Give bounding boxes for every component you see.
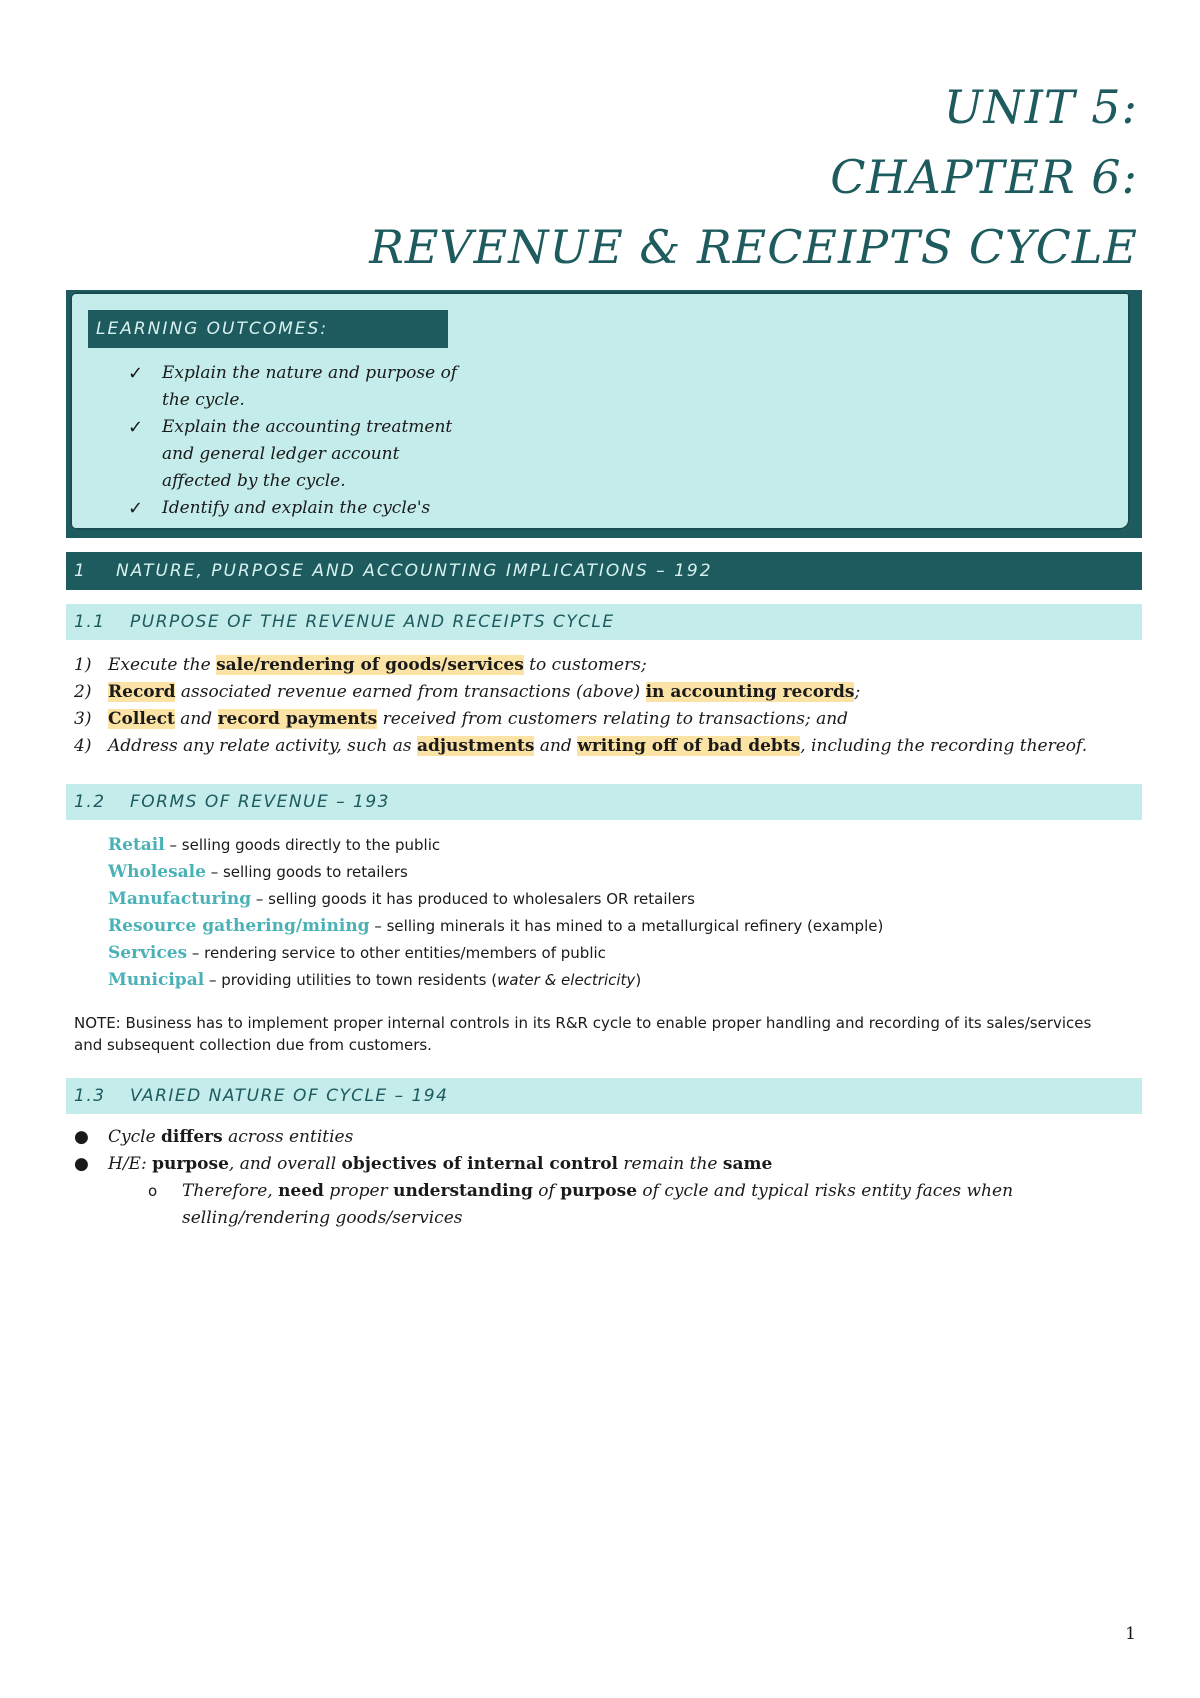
list-item: Retail – selling goods directly to the public xyxy=(108,835,441,855)
varied-nature-list xyxy=(74,1124,1114,1232)
list-item: Wholesale – selling goods to retailers xyxy=(108,862,408,882)
section-title: FORMS OF REVENUE – 193 xyxy=(130,792,390,812)
document-title xyxy=(369,72,1138,282)
title-unit: UNIT 5: xyxy=(943,80,1138,134)
bullet-icon: ● xyxy=(74,1154,89,1174)
section-number: 1.1 xyxy=(74,612,106,632)
list-item: Manufacturing – selling goods it has produced to wholesalers OR retailers xyxy=(108,889,695,909)
learning-outcomes-heading: LEARNING OUTCOMES: xyxy=(88,310,448,348)
section-1-3-heading xyxy=(66,1078,1142,1114)
list-item: 2) Record associated revenue earned from transactions (above) in accounting records; xyxy=(74,682,861,702)
checkmark-icon: ✓ xyxy=(128,417,144,438)
circle-bullet-icon: o xyxy=(148,1182,158,1200)
list-item: Services – rendering service to other entities/members of public xyxy=(108,943,606,963)
purpose-list xyxy=(74,652,1087,760)
section-title: PURPOSE OF THE REVENUE AND RECEIPTS CYCLE xyxy=(130,612,615,632)
bullet-icon: ● xyxy=(74,1127,89,1147)
page-number: 1 xyxy=(1125,1624,1136,1644)
list-item: 1) Execute the sale/rendering of goods/services to customers; xyxy=(74,655,647,675)
section-1-1-heading xyxy=(66,604,1142,640)
list-item: Municipal – providing utilities to town residents (water & electricity) xyxy=(108,970,642,990)
section-1-heading xyxy=(66,552,1142,590)
section-number: 1.2 xyxy=(74,792,106,812)
title-chapter: CHAPTER 6: xyxy=(830,150,1138,204)
outcome-item: ✓ Explain the accounting treatment and general ledger account affected by the cycle. xyxy=(128,414,458,495)
section-number: 1 xyxy=(74,561,87,581)
list-item: 4) Address any relate activity, such as adjustments and writing off of bad debts, including the recording thereof. xyxy=(74,736,1088,756)
learning-outcomes-box xyxy=(66,290,1142,538)
sub-list-item: o Therefore, need proper understanding of purpose of cycle and typical risks entity faces when selling/rendering goods/services xyxy=(148,1178,1114,1232)
checkmark-icon: ✓ xyxy=(128,498,144,519)
section-title: NATURE, PURPOSE AND ACCOUNTING IMPLICATIONS – 192 xyxy=(116,561,713,581)
list-item: Resource gathering/mining – selling minerals it has mined to a metallurgical refinery (example) xyxy=(108,916,884,936)
outcome-item: ✓ Explain the nature and purpose of the cycle. xyxy=(128,360,458,414)
outcome-item: ✓ Identify and explain the cycle's xyxy=(128,495,458,522)
list-item: 3) Collect and record payments received from customers relating to transactions; and xyxy=(74,709,849,729)
learning-outcomes-panel xyxy=(70,292,1130,530)
forms-of-revenue-list xyxy=(72,832,883,994)
learning-outcomes-list xyxy=(128,360,458,522)
list-item: ● H/E: purpose, and overall objectives of internal control remain the same o Therefore, need proper understanding of purpose of cycle and typical risks entity faces when selling/rendering goods/services xyxy=(74,1151,1114,1232)
section-number: 1.3 xyxy=(74,1086,106,1106)
section-title: VARIED NATURE OF CYCLE – 194 xyxy=(130,1086,449,1106)
list-item: ● Cycle differs across entities xyxy=(74,1124,1114,1151)
internal-controls-note: NOTE: Business has to implement proper internal controls in its R&R cycle to enable proper handling and recording of its sales/services and subsequent collection due from customers. xyxy=(74,1014,1092,1054)
checkmark-icon: ✓ xyxy=(128,363,144,384)
section-1-2-heading xyxy=(66,784,1142,820)
title-cycle: REVENUE & RECEIPTS CYCLE xyxy=(369,220,1138,274)
sub-list xyxy=(108,1178,1114,1232)
